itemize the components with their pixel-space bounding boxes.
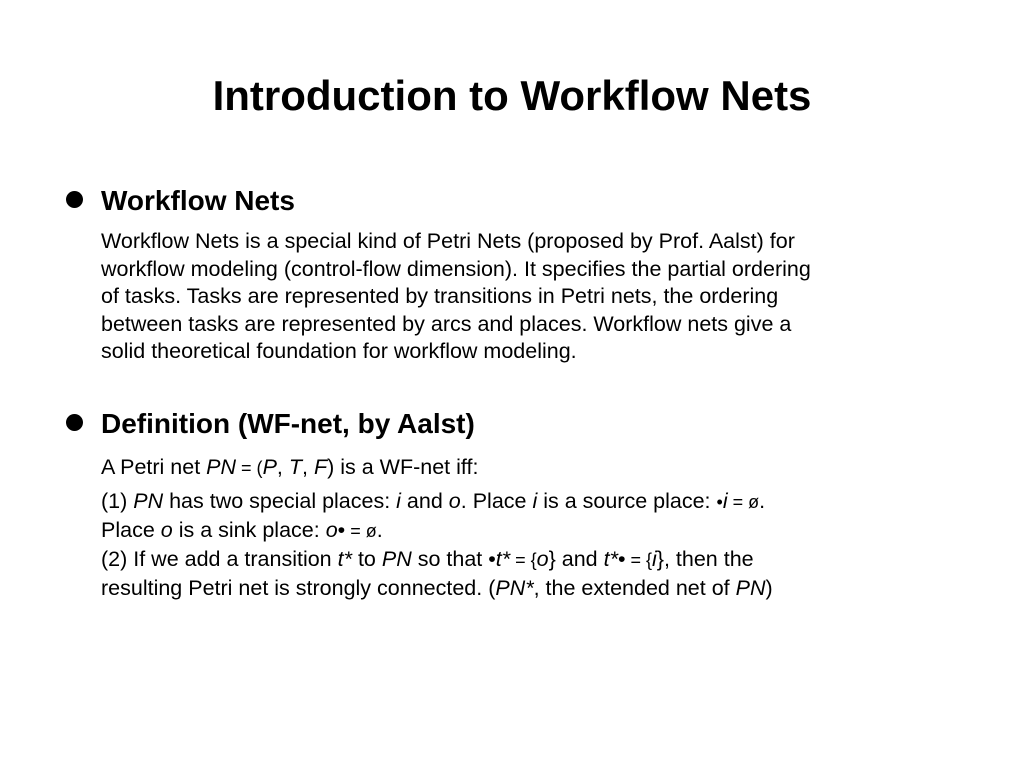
body-line: of tasks. Tasks are represented by transitions in Petri nets, the ordering (101, 284, 779, 308)
text-run: = ( (236, 458, 263, 478)
text-run: t* (337, 547, 352, 571)
text-run: = ø (345, 520, 377, 541)
text-run: PN (133, 489, 164, 513)
preset-dot-icon: • (488, 547, 496, 571)
text-run: PN (381, 547, 412, 571)
bullet-icon (66, 414, 83, 431)
definition-condition-1 (101, 488, 961, 545)
preset-dot-icon: • (716, 492, 723, 512)
condition-line (101, 546, 961, 575)
text-run: ) (765, 575, 773, 600)
text-run: = { (625, 550, 653, 570)
text-run: o (536, 547, 549, 571)
text-run: i (652, 547, 657, 571)
text-run: P (262, 455, 277, 479)
text-run: Place (101, 517, 161, 542)
text-run: . (759, 489, 766, 513)
text-run: o (160, 517, 173, 542)
postset-dot-icon: • (337, 517, 346, 542)
section-heading: Definition (WF-net, by Aalst) (101, 408, 475, 439)
body-line: Workflow Nets is a special kind of Petri Nets (proposed by Prof. Aalst) for (101, 229, 795, 253)
body-line: between tasks are represented by arcs and places. Workflow nets give a (101, 311, 792, 336)
text-run: has two special places: (163, 489, 397, 513)
text-run: PN* (495, 575, 534, 600)
definition-intro (101, 454, 961, 483)
text-run: , (276, 455, 289, 479)
postset-dot-icon: • (617, 547, 626, 571)
text-run: t* (495, 547, 511, 571)
body-line: solid theoretical foundation for workflow modeling. (101, 339, 577, 363)
text-run: so that (411, 547, 489, 571)
text-run: = ø (727, 492, 760, 512)
text-run: A Petri net (101, 455, 207, 479)
section-body (101, 228, 961, 366)
text-run: and (400, 489, 449, 513)
condition-line (101, 575, 961, 603)
text-run: , (302, 455, 314, 479)
section-heading: Workflow Nets (101, 185, 295, 216)
text-run: T (288, 455, 302, 479)
text-run: F (313, 455, 328, 479)
text-run: . (376, 517, 383, 542)
text-run: PN (735, 575, 766, 600)
body-line: workflow modeling (control-flow dimension). It specifies the partial ordering (101, 256, 811, 281)
definition-condition-2 (101, 546, 961, 602)
text-run: i (396, 489, 401, 513)
condition-line (101, 488, 961, 517)
condition-line (101, 517, 961, 546)
text-run: i (722, 489, 728, 513)
text-run: o (448, 489, 461, 513)
slide-title: Introduction to Workflow Nets (212, 72, 812, 119)
text-run: (2) If we add a transition (101, 547, 338, 571)
bullet-icon (66, 191, 83, 208)
text-run: } and (548, 547, 604, 571)
text-run: o (325, 517, 338, 542)
text-run: (1) (101, 489, 134, 513)
text-run: is a source place: (537, 489, 717, 513)
text-run: ) is a WF-net iff: (327, 455, 479, 479)
text-run: resulting Petri net is strongly connected. ( (101, 575, 496, 600)
text-run: }, then the (656, 547, 754, 571)
text-run: = { (510, 550, 537, 570)
text-run: is a sink place: (172, 517, 326, 542)
text-run: i (532, 489, 538, 513)
text-run: PN (206, 455, 237, 479)
text-run: t* (603, 547, 618, 571)
text-run: to (351, 547, 382, 571)
text-run: , the extended net of (533, 575, 736, 600)
text-run: . Place (460, 489, 533, 513)
